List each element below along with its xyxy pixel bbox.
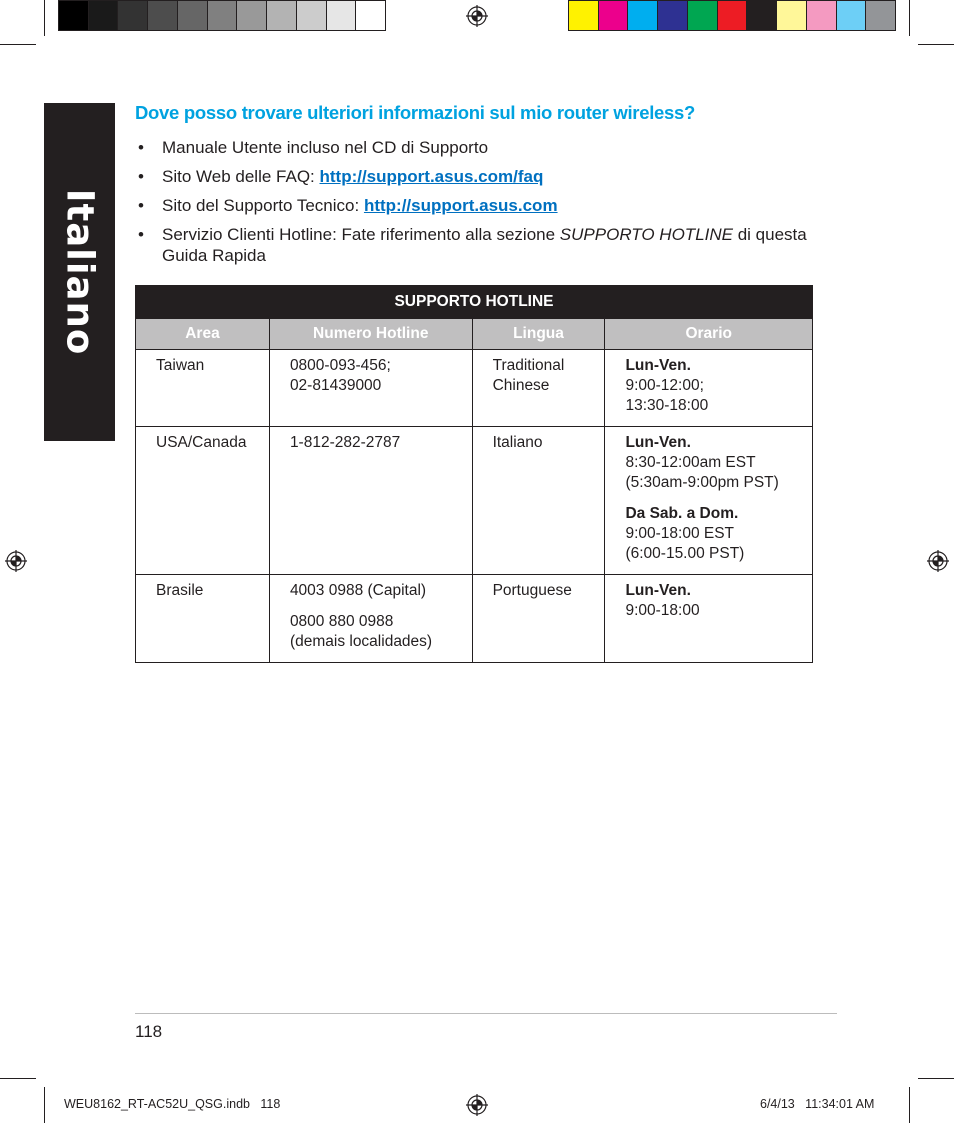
- hours-value: 9:00-12:00; 13:30-18:00: [625, 377, 709, 414]
- table-header-row: [136, 319, 813, 350]
- area-text: Brasile: [156, 582, 204, 599]
- registration-mark-icon: [927, 550, 949, 572]
- color-swatch: [658, 1, 688, 30]
- hours-cell: [605, 427, 813, 575]
- color-swatch: [148, 1, 178, 30]
- hours-value: 8:30-12:00am EST (5:30am-9:00pm PST): [625, 454, 779, 491]
- language-text: Italiano: [492, 434, 543, 451]
- color-swatch: [837, 1, 867, 30]
- table-title: SUPPORTO HOTLINE: [136, 286, 813, 319]
- bullet-icon: •: [138, 167, 144, 186]
- hotline-reference: SUPPORTO HOTLINE: [559, 225, 733, 244]
- color-swatch: [89, 1, 119, 30]
- hours-label: Lun-Ven.: [625, 434, 691, 451]
- crop-mark: [44, 0, 45, 36]
- registration-mark-icon: [466, 5, 488, 27]
- column-header-number: Numero Hotline: [269, 319, 472, 350]
- hours-value: 9:00-18:00 EST (6:00-15.00 PST): [625, 525, 745, 562]
- hours-cell: [605, 350, 813, 427]
- language-text: Traditional Chinese: [492, 357, 565, 394]
- language-text: Portuguese: [492, 582, 572, 599]
- color-swatch: [59, 1, 89, 30]
- list-item: [136, 224, 826, 266]
- color-swatch: [267, 1, 297, 30]
- process-color-bar: [568, 0, 896, 31]
- file-slug: WEU8162_RT-AC52U_QSG.indb 118: [64, 1097, 281, 1111]
- section-heading: Dove posso trovare ulteriori informazioni sul mio router wireless?: [135, 102, 695, 123]
- bullet-icon: •: [138, 225, 144, 244]
- color-swatch: [237, 1, 267, 30]
- hours-label: Lun-Ven.: [625, 582, 691, 599]
- list-item-text: Manuale Utente incluso nel CD di Supporto: [162, 138, 489, 157]
- color-swatch: [777, 1, 807, 30]
- color-swatch: [178, 1, 208, 30]
- list-item: [136, 137, 826, 158]
- color-swatch: [569, 1, 599, 30]
- crop-mark: [918, 1078, 954, 1079]
- support-link[interactable]: http://support.asus.com: [363, 196, 558, 215]
- list-item-text: Sito Web delle FAQ:: [162, 167, 320, 186]
- crop-mark: [0, 1078, 36, 1079]
- language-cell: [472, 575, 605, 663]
- color-swatch: [356, 1, 385, 30]
- language-cell: [472, 427, 605, 575]
- number-cell: [269, 427, 472, 575]
- column-header-hours: Orario: [605, 319, 813, 350]
- area-cell: [136, 575, 270, 663]
- color-swatch: [807, 1, 837, 30]
- color-swatch: [866, 1, 895, 30]
- faq-link[interactable]: http://support.asus.com/faq: [319, 167, 544, 186]
- color-swatch: [628, 1, 658, 30]
- number-cell: [269, 575, 472, 663]
- hotline-number: 4003 0988 (Capital): [289, 582, 427, 599]
- color-swatch: [747, 1, 777, 30]
- hotline-number: 0800-093-456; 02-81439000: [289, 357, 391, 394]
- list-item-text: Sito del Supporto Tecnico:: [162, 196, 364, 215]
- color-swatch: [327, 1, 357, 30]
- color-swatch: [688, 1, 718, 30]
- bullet-icon: •: [138, 196, 144, 215]
- color-swatch: [118, 1, 148, 30]
- list-item: [136, 166, 826, 187]
- language-side-tab: [44, 103, 115, 441]
- list-item-text: di questa Guida Rapida: [162, 225, 807, 265]
- number-cell: [269, 350, 472, 427]
- table-row: [136, 427, 813, 575]
- table-row: [136, 350, 813, 427]
- crop-mark: [0, 44, 36, 45]
- area-cell: [136, 427, 270, 575]
- footer-divider: [135, 1013, 837, 1014]
- registration-mark-icon: [466, 1094, 488, 1116]
- area-text: USA/Canada: [156, 434, 247, 451]
- list-item: [136, 195, 826, 216]
- hours-label: Lun-Ven.: [625, 357, 691, 374]
- hotline-number: 1-812-282-2787: [289, 434, 401, 451]
- column-header-language: Lingua: [472, 319, 605, 350]
- gray-color-bar: [58, 0, 386, 31]
- page-number: 118: [135, 1022, 163, 1041]
- hours-label: Da Sab. a Dom.: [625, 505, 739, 522]
- area-cell: [136, 350, 270, 427]
- hours-cell: [605, 575, 813, 663]
- column-header-area: Area: [136, 319, 270, 350]
- crop-mark: [909, 1087, 910, 1123]
- crop-mark: [918, 44, 954, 45]
- hotline-table: [135, 285, 813, 663]
- list-item-text: Servizio Clienti Hotline: Fate riferimento alla sezione: [162, 225, 560, 244]
- hours-value: 9:00-18:00: [625, 602, 700, 619]
- color-swatch: [599, 1, 629, 30]
- date-slug: 6/4/13 11:34:01 AM: [760, 1097, 875, 1111]
- crop-mark: [909, 0, 910, 36]
- area-text: Taiwan: [156, 357, 205, 374]
- color-swatch: [208, 1, 238, 30]
- side-tab-label: Italiano: [58, 188, 101, 356]
- info-list: [136, 137, 826, 274]
- bullet-icon: •: [138, 138, 144, 157]
- language-cell: [472, 350, 605, 427]
- hotline-number: 0800 880 0988 (demais localidades): [289, 613, 433, 650]
- registration-mark-icon: [5, 550, 27, 572]
- color-swatch: [297, 1, 327, 30]
- crop-mark: [44, 1087, 45, 1123]
- table-row: [136, 575, 813, 663]
- color-swatch: [718, 1, 748, 30]
